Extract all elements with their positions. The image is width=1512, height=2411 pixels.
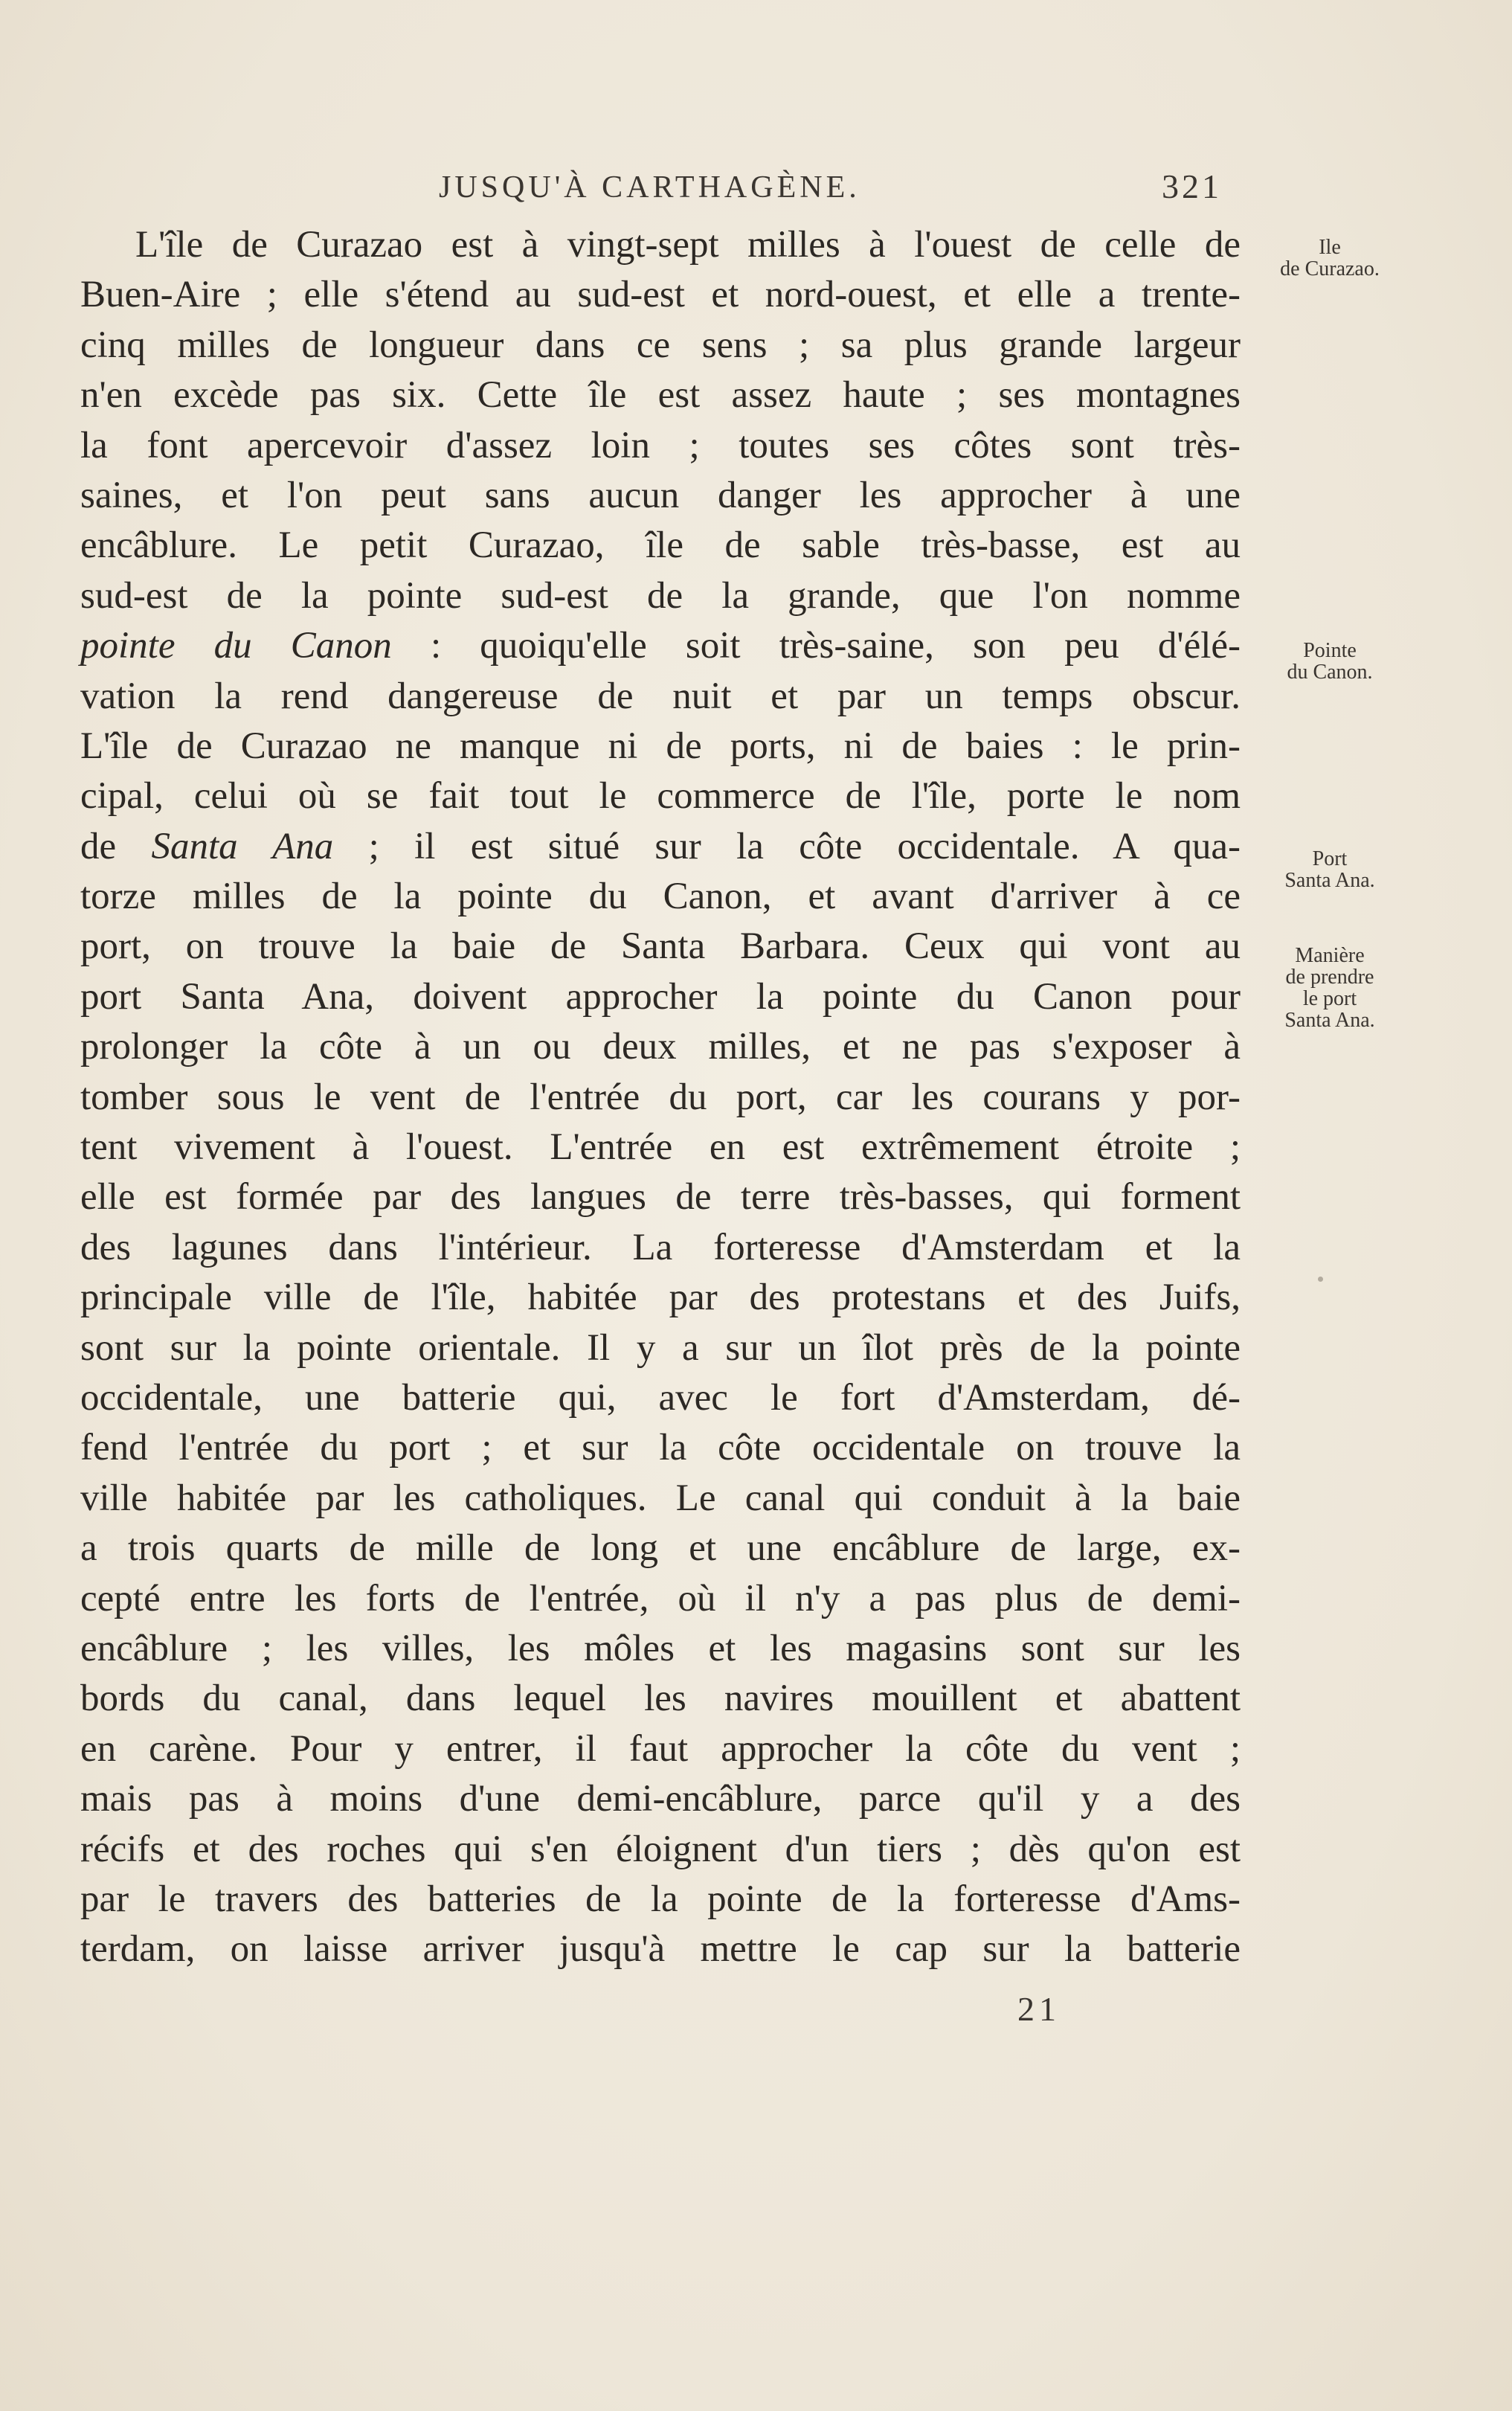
text-line: mais pas à moins d'une demi-encâblure, parce qu'il y a des (80, 1778, 1241, 1820)
text-line: n'en excède pas six. Cette île est assez haute ; ses montagnes (80, 374, 1241, 417)
text-line-santa-ana (80, 822, 1241, 872)
text-line: encâblure. Le petit Curazao, île de sable très-basse, est au (80, 524, 1241, 567)
text-span: de (80, 825, 152, 867)
text-line: récifs et des roches qui s'en éloignent d'un tiers ; dès qu'on est (80, 1828, 1241, 1870)
text-line: tent vivement à l'ouest. L'entrée en est extrêmement étroite ; (80, 1126, 1241, 1169)
text-line: terdam, on laisse arriver jusqu'à mettre le cap sur la batterie (80, 1928, 1241, 1971)
text-line: port Santa Ana, doivent approcher la pointe du Canon pour (80, 975, 1241, 1018)
text-line: tomber sous le vent de l'entrée du port, car les courans y por- (80, 1076, 1241, 1118)
text-line: elle est formée par des langues de terre très-basses, qui forment (80, 1176, 1241, 1219)
text-line: L'île de Curazao ne manque ni de ports, ni de baies : le prin- (80, 725, 1241, 767)
text-line: torze milles de la pointe du Canon, et avant d'arriver à ce (80, 876, 1241, 918)
text-line: saines, et l'on peut sans aucun danger les approcher à une (80, 474, 1241, 516)
text-line-pointe-du-canon (80, 621, 1241, 671)
page-number: 321 (1162, 167, 1222, 205)
text-line: des lagunes dans l'intérieur. La forteresse d'Amsterdam et la (80, 1226, 1241, 1268)
italic-place-name: Santa Ana (151, 825, 334, 867)
text-span: : quoiqu'elle soit très-saine, son peu d'élé- (391, 625, 1241, 667)
text-line: principale ville de l'île, habitée par des protestans et des Juifs, (80, 1277, 1241, 1319)
text-span: ; il est situé sur la côte occidentale. A qua- (333, 825, 1241, 867)
text-line: cinq milles de longueur dans ce sens ; sa plus grande largeur (80, 324, 1241, 366)
text-line: Buen-Aire ; elle s'étend au sud-est et nord-ouest, et elle a trente- (80, 274, 1241, 316)
paper-speck (1318, 1277, 1323, 1282)
text-line: fend l'entrée du port ; et sur la côte occidentale on trouve la (80, 1427, 1241, 1469)
text-line: L'île de Curazao est à vingt-sept milles à l'ouest de celle de (135, 224, 1241, 266)
margin-note-port-santa-ana: Port Santa Ana. (1284, 847, 1375, 892)
text-line: port, on trouve la baie de Santa Barbara. Ceux qui vont au (80, 925, 1241, 968)
text-line: la font apercevoir d'assez loin ; toutes ses côtes sont très- (80, 424, 1241, 466)
text-line: occidentale, une batterie qui, avec le fort d'Amsterdam, dé- (80, 1376, 1241, 1419)
text-line: cipal, celui où se fait tout le commerce de l'île, porte le nom (80, 775, 1241, 818)
text-line: encâblure ; les villes, les môles et les magasins sont sur les (80, 1627, 1241, 1669)
body-text (80, 220, 1241, 1975)
text-line: ville habitée par les catholiques. Le canal qui conduit à la baie (80, 1477, 1241, 1519)
text-line: cepté entre les forts de l'entrée, où il n'y a pas plus de demi- (80, 1577, 1241, 1619)
italic-place-name: pointe du Canon (80, 625, 392, 667)
text-line: sont sur la pointe orientale. Il y a sur un îlot près de la pointe (80, 1326, 1241, 1369)
text-line: par le travers des batteries de la pointe de la forteresse d'Ams- (80, 1878, 1241, 1920)
text-line: bords du canal, dans lequel les navires mouillent et abattent (80, 1678, 1241, 1720)
margin-note-maniere-de-prendre: Manière de prendre le port Santa Ana. (1284, 944, 1375, 1032)
text-line: a trois quarts de mille de long et une encâblure de large, ex- (80, 1527, 1241, 1570)
text-line: vation la rend dangereuse de nuit et par un temps obscur. (80, 675, 1241, 717)
text-line: en carène. Pour y entrer, il faut approcher la côte du vent ; (80, 1727, 1241, 1770)
margin-note-ile-de-curazao: Ile de Curazao. (1280, 236, 1380, 280)
text-line: prolonger la côte à un ou deux milles, et ne pas s'exposer à (80, 1026, 1241, 1068)
text-line: sud-est de la pointe sud-est de la grande, que l'on nomme (80, 574, 1241, 617)
margin-note-pointe-du-canon: Pointe du Canon. (1287, 639, 1373, 684)
running-head: JUSQU'À CARTHAGÈNE. (439, 170, 860, 205)
signature-mark: 21 (1017, 1990, 1061, 2028)
